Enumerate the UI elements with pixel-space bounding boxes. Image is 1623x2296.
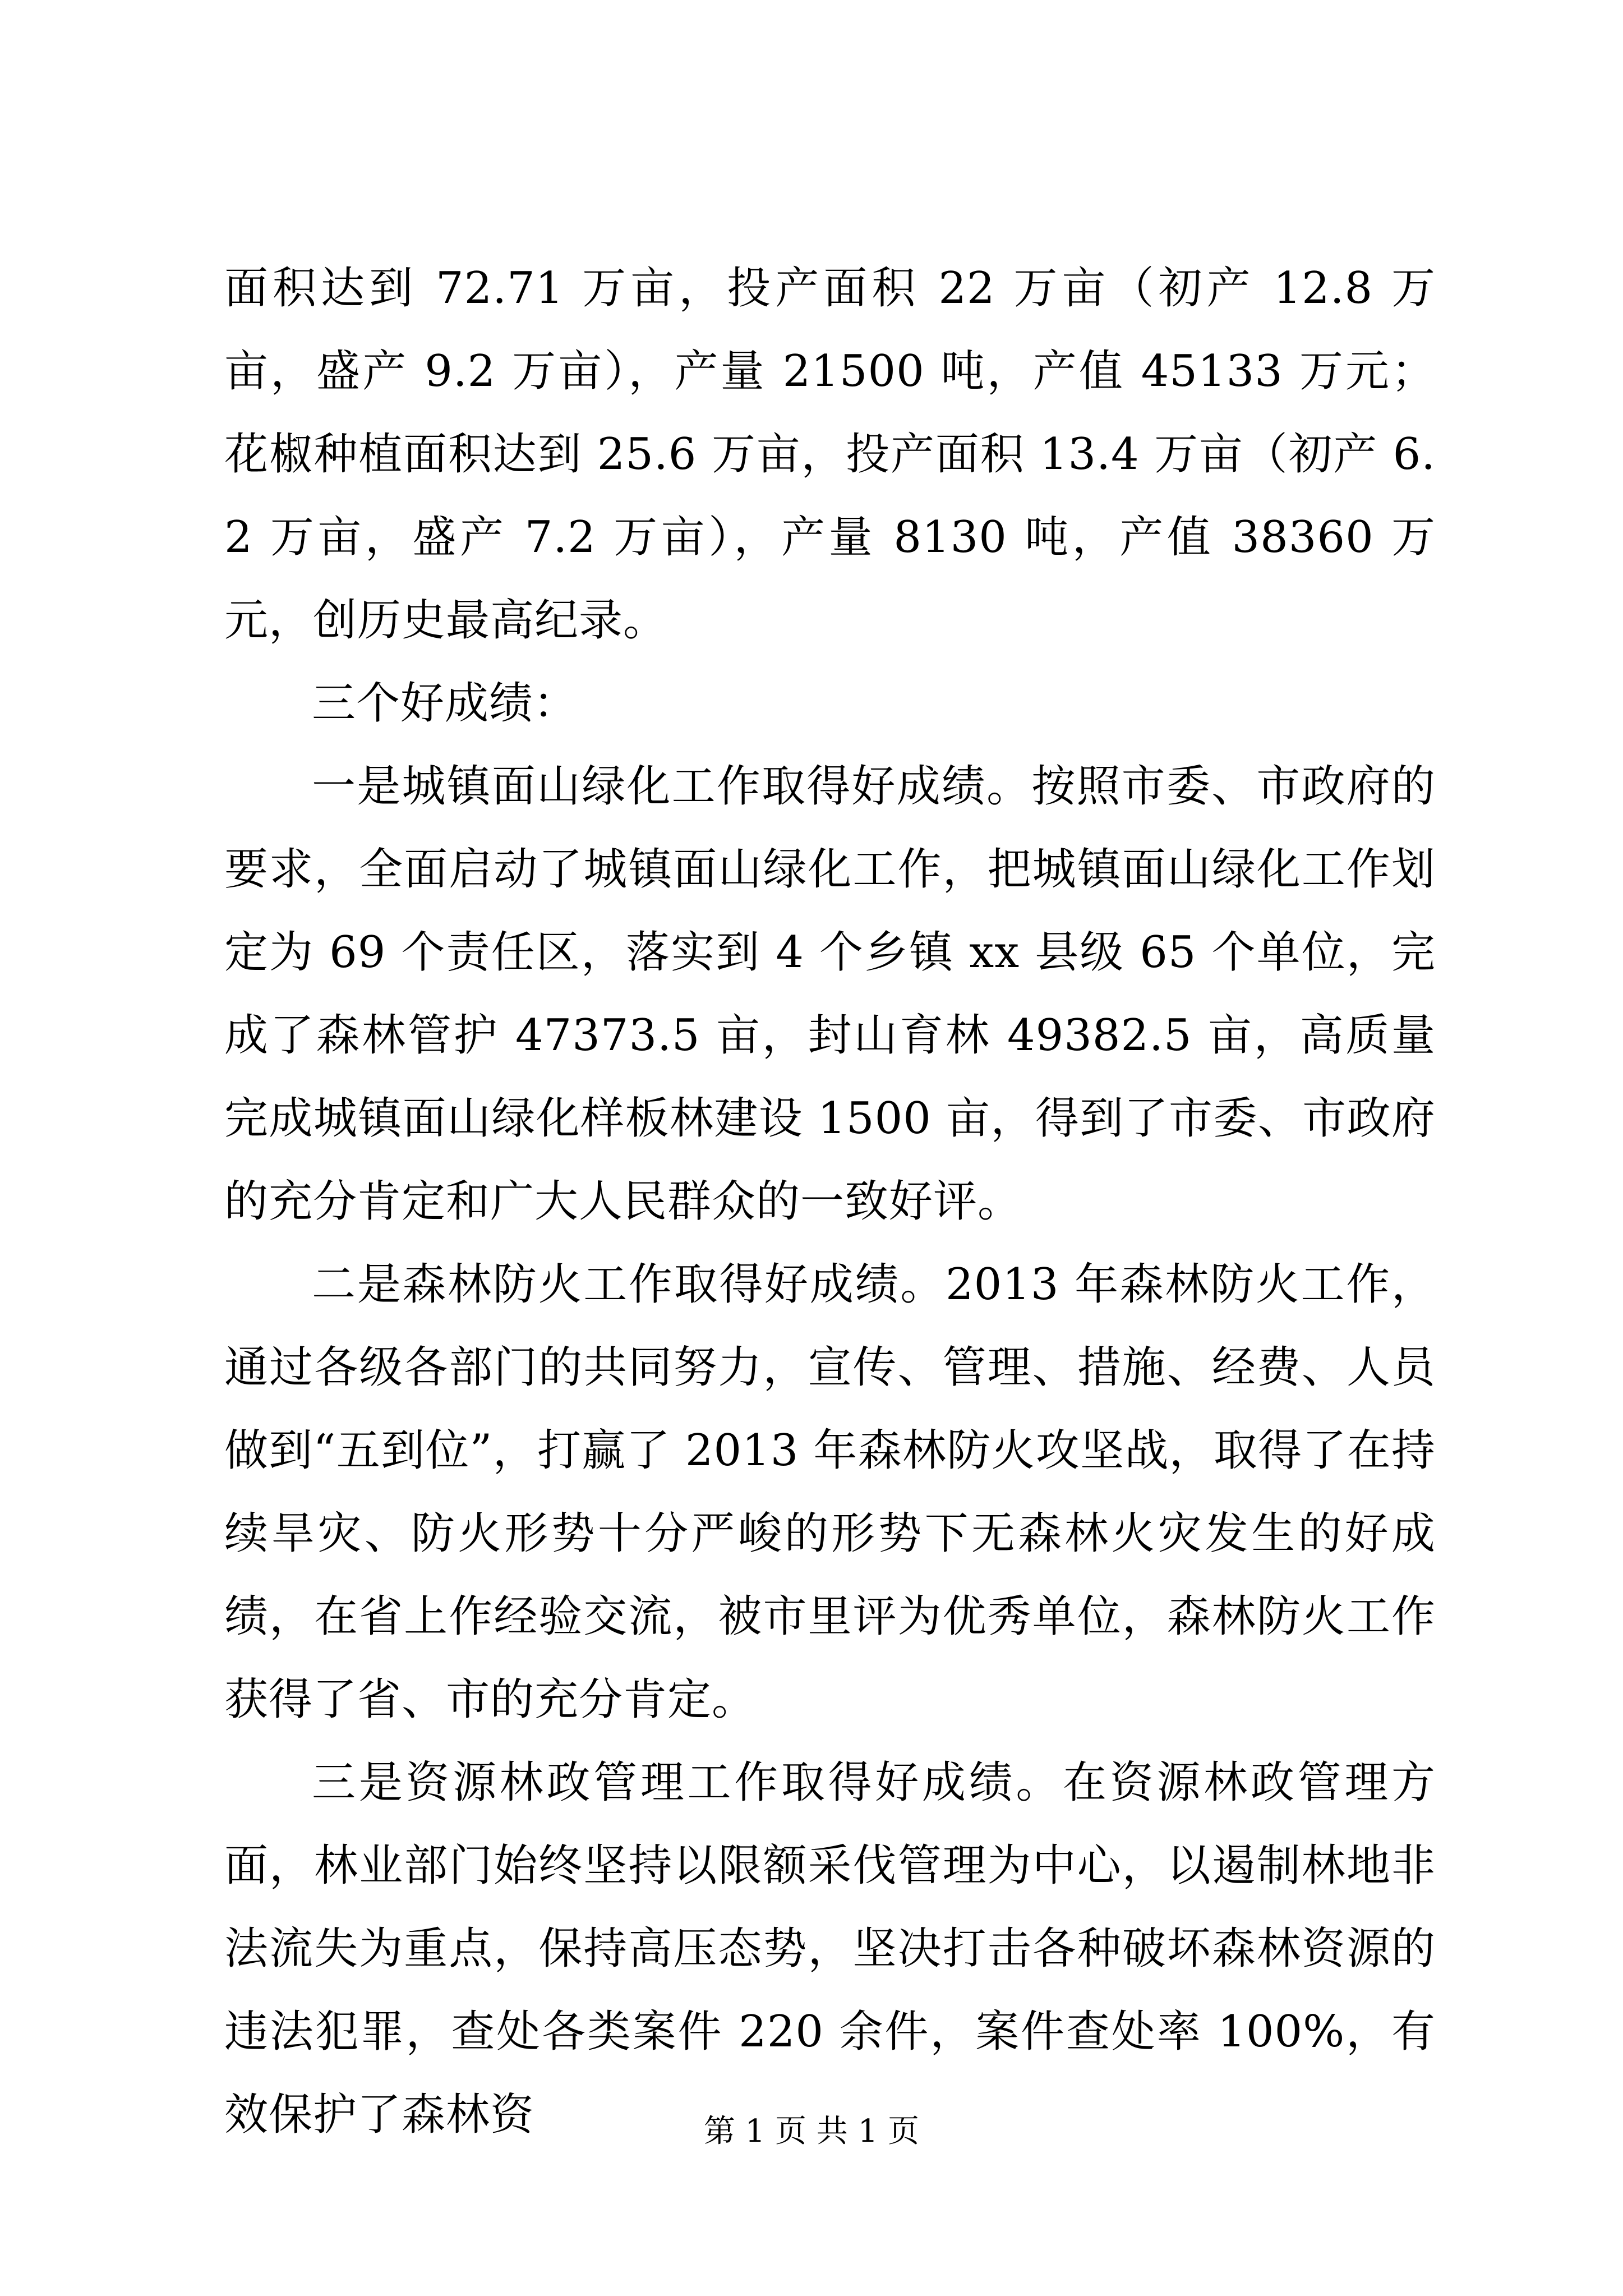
paragraph-section-heading: 三个好成绩： [312, 678, 578, 729]
paragraph-resource-management: 三是资源林政管理工作取得好成绩。在资源林政管理方面，林业部门始终坚持以限额采伐管理为中心，以遏制林地非法流失为重点，保持高压态势，坚决打击各种破坏森林资源的违法犯罪，查处各类案件 220 余件，案件查处率 100%，有效保护了森林资 [224, 1757, 1436, 2140]
paragraph-continuation: 面积达到 72.71 万亩，投产面积 22 万亩（初产 12.8 万亩，盛产 9.2 万亩），产量 21500 吨，产值 45133 万元；花椒种植面积达到 25.6 万亩，投产面积 13.4 万亩（初产 6.2 万亩，盛产 7.2 万亩），产量 8130 吨，产值 38360 万元，创历史最高纪录。 [224, 263, 1436, 646]
document-body [224, 247, 1436, 2156]
page-footer: 第 1 页 共 1 页 [703, 2113, 920, 2150]
paragraph-fire-prevention: 二是森林防火工作取得好成绩。2013 年森林防火工作，通过各级各部门的共同努力，宣传、管理、措施、经费、人员做到“五到位”，打赢了 2013 年森林防火攻坚战，取得了在持续旱灾、防火形势十分严峻的形势下无森林火灾发生的好成绩，在省上作经验交流，被市里评为优秀单位，森林防火工作获得了省、市的充分肯定。 [224, 1259, 1436, 1725]
paragraph-greening: 一是城镇面山绿化工作取得好成绩。按照市委、市政府的要求，全面启动了城镇面山绿化工作，把城镇面山绿化工作划定为 69 个责任区，落实到 4 个乡镇 xx 县级 65 个单位，完成了森林管护 47373.5 亩，封山育林 49382.5 亩，高质量完成城镇面山绿化样板林建设 1500 亩，得到了市委、市政府的充分肯定和广大人民群众的一致好评。 [224, 761, 1436, 1227]
